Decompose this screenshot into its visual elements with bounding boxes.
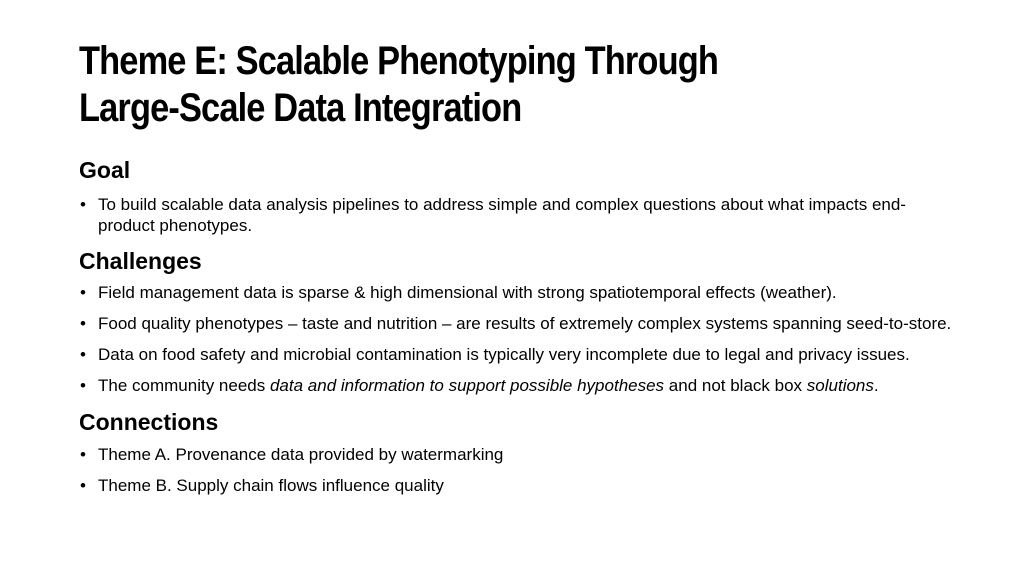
connection-bullet-theme-b: • Theme B. Supply chain flows influence quality [79, 475, 959, 496]
goal-list [79, 194, 959, 236]
community-text-3: . [873, 376, 879, 395]
slide-title [79, 38, 853, 132]
community-text-2: and not black box [664, 376, 807, 395]
challenge-bullet-food-safety: • Data on food safety and microbial contamination is typically very incomplete due to legal and privacy issues. [79, 344, 959, 365]
challenge-bullet-field-management: • Field management data is sparse & high dimensional with strong spatiotemporal effects (weather). [79, 282, 959, 303]
community-emphasis-solutions: solutions [806, 376, 874, 395]
slide-title-line-2: Large-Scale Data Integration [79, 86, 522, 130]
community-text-1: The community needs [98, 376, 270, 395]
challenges-heading: Challenges [79, 248, 202, 274]
connections-list [79, 444, 959, 496]
challenge-bullet-community-needs [79, 375, 959, 396]
goal-bullet: • To build scalable data analysis pipelines to address simple and complex questions about what impacts end-product phenotypes. [79, 194, 959, 236]
connection-bullet-theme-a: • Theme A. Provenance data provided by watermarking [79, 444, 959, 465]
slide-title-line-1: Theme E: Scalable Phenotyping Through [79, 39, 719, 83]
challenge-bullet-food-quality: • Food quality phenotypes – taste and nutrition – are results of extremely complex systems spanning seed-to-store. [79, 313, 959, 334]
goal-heading: Goal [79, 157, 131, 183]
slide-content [79, 156, 959, 496]
community-emphasis-hypotheses: data and information to support possible hypotheses [269, 376, 665, 395]
challenges-list [79, 282, 959, 396]
connections-heading: Connections [79, 409, 219, 435]
